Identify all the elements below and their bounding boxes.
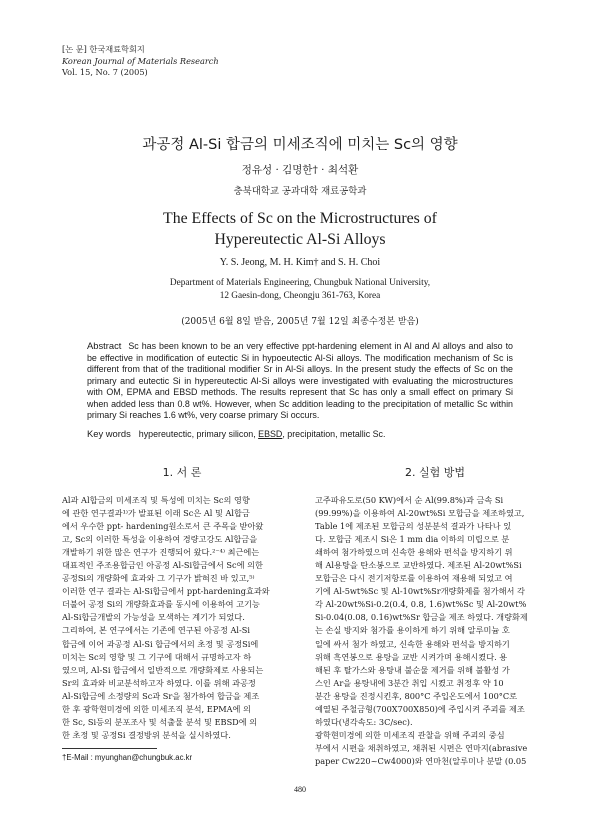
affiliation-english-line1: Department of Materials Engineering, Chungbuk National University, [169, 278, 431, 288]
abstract-text: Sc has been known to be an very effective ppt-hardening element in Al and Al alloys and also to be effective in modification of eutectic Si in hypoeutectic Al-Si alloys. The modification mechanism of Sc is different from that of the traditional modifier Sr in Al-Si alloys. In the present study the effects of Sc on the primary and eutectic Si in hypereutectic Al-Si alloys were investigated with evaluating the microstructures with OM, EPMA and EBSD methods. The results represent that Sc has only a small effect on primary Si when added less than 0.8 wt%. However, when Sc addition leading to the precipitation of metallic Sc within primary Si reaches 1.6 wt%, very coarse primary Si occurs. [87, 341, 513, 420]
body-text-line: 였으며, Al-Si 합금에서 일반적으로 개량화제로 사용되는 [62, 664, 264, 675]
keywords-label: Key words [87, 428, 131, 439]
body-text-line: 고주파유도로(50 KW)에서 순 Al(99.8%)과 금속 Si [315, 495, 504, 505]
affiliation-korean: 충북대학교 공과대학 재료공학과 [233, 186, 367, 197]
body-text-line: 한 Sc, Si등의 분포조사 및 석출물 분석 및 EBSD에 의 [62, 716, 258, 727]
footnote-divider [62, 748, 157, 749]
body-text-line: Si-0.04(0.08, 0.16)wt%Sr 합금을 제조 하였다. 개량화제 [315, 612, 528, 623]
page-number: 480 [294, 785, 306, 794]
section-heading-introduction: 1. 서 론 [162, 466, 202, 479]
body-text-line: 해된 후 탈가스와 용탕내 불순물 제거를 위해 불활성 가 [315, 664, 510, 675]
journal-name-en: Korean Journal of Materials Research [62, 55, 219, 66]
body-text-line: 고, Sc의 이러한 특성을 이용하여 경량고강도 Al합금을 [62, 534, 258, 545]
body-text-line: 개발하기 위한 많은 연구가 진행되어 왔다.²⁻⁴⁾ 최근에는 [62, 547, 260, 558]
body-text-line: 모합금은 다시 전기저항로를 이용하여 재용해 되었고 여 [315, 573, 513, 584]
body-text-line: 부에서 시편을 채취하였고, 채취된 시편은 연마지(abrasive [315, 742, 528, 753]
authors-english: Y. S. Jeong, M. H. Kim† and S. H. Choi [219, 257, 381, 268]
body-text-line: 하였다(냉각속도: 3C/sec). [315, 716, 413, 727]
body-text-line: 더불어 공정 Si의 개량화효과를 동시에 이용하여 고기능 [62, 599, 260, 610]
body-text-line: Al-Si합금개발의 가능성을 모색하는 계기가 되었다. [62, 612, 245, 623]
body-text-line: 예열된 주철금형(700X700X850)에 주입시켜 주괴를 제조 [315, 703, 525, 714]
body-text-line: 는 손실 방지와 첨가를 용이하게 하기 위해 알루미늄 호 [315, 625, 510, 636]
body-text-line: 스인 Ar을 용탕내에 3분간 취입 시켰고 취정후 약 10 [315, 677, 504, 688]
received-dates: (2005년 6월 8일 받음, 2005년 7월 12일 최종수정본 받음) [181, 317, 419, 327]
keywords-text-after: , precipitation, metallic Sc. [282, 429, 386, 439]
methods-column [315, 494, 555, 768]
body-text-line: paper Cw220~Cw4000)와 연마천(알루미나 분말 (0.05 [315, 755, 527, 766]
body-text-line: 공정Si의 개량화에 효과와 그 기구가 밝혀진 바 있고,⁵⁾ [62, 573, 255, 584]
authors-korean: 정유성 · 김명한† · 최석환 [241, 164, 359, 176]
abstract [87, 340, 513, 422]
body-text-line: Al-Si합금에 소정량의 Sc과 Sr을 첨가하여 합금을 제조 [62, 690, 260, 701]
body-text-line: 일에 싸서 첨가 하였고, 신속한 용해와 편석을 방지하기 [315, 638, 510, 649]
body-text-line: Sr의 효과와 비교분석하고자 하였다. 이를 위해 과공정 [62, 677, 256, 688]
body-text-line: 위해 흑연봉으로 용탕을 교반 시켜가며 용해시켰다. 용 [315, 651, 508, 662]
section-heading-methods: 2. 실험 방법 [405, 466, 465, 479]
body-text-line: 대표적인 주조용합금인 아공정 Al-Si합금에서 Sc에 의한 [62, 560, 263, 571]
body-text-line: Al과 Al합금의 미세조직 및 특성에 미치는 Sc의 영향 [62, 495, 250, 505]
footnote-email: †E-Mail : myunghan@chungbuk.ac.kr [62, 753, 193, 762]
body-text-line: 이러한 연구 결과는 Al-Si합금에서 ppt-hardening효과와 [62, 586, 270, 597]
journal-name-ko: [논 문] 한국재료학회지 [62, 44, 145, 54]
journal-volume: Vol. 15, No. 7 (2005) [62, 67, 148, 77]
body-text-line: 에 관한 연구결과¹⁾가 발표된 이래 Sc은 Al 및 Al합금 [62, 508, 250, 519]
keyword-ebsd: EBSD [258, 429, 283, 439]
body-text-line: 기에 Al-5wt%Sc 및 Al-10wt%Sr개량화제를 첨가해서 각 [315, 586, 525, 597]
title-korean: 과공정 Al-Si 합금의 미세조직에 미치는 Sc의 영향 [142, 137, 458, 153]
keywords-text-before: hypereutectic, primary silicon, [138, 429, 259, 439]
body-text-line: 다. 모합금 제조시 Si은 1 mm dia 이하의 미립으로 분 [315, 534, 510, 545]
keywords [87, 428, 513, 439]
introduction-column [62, 494, 302, 742]
body-text-line: 광학현미경에 의한 미세조직 관찰을 위해 주괴의 중심 [315, 729, 505, 740]
title-english-line2: Hypereutectic Al-Si Alloys [214, 231, 386, 248]
title-english-line1: The Effects of Sc on the Microstructures of [163, 210, 437, 227]
body-text-line: (99.99%)을 이용하여 Al-20wt%Si 모합금을 제조하였고, [315, 508, 525, 519]
body-text-line: 미치는 Sc의 영향 및 그 기구에 대해서 규명하고자 하 [62, 651, 252, 662]
journal-header [62, 44, 219, 79]
body-text-line: 에서 우수한 ppt- hardening원소로서 큰 주목을 받아왔 [62, 521, 264, 532]
body-text-line: 그리하여, 본 연구에서는 기존에 연구된 아공정 Al-Si [62, 625, 251, 636]
body-text-line: 분간 용탕을 진정시킨후, 800°C 주입온도에서 100°C로 [315, 690, 518, 701]
title-english [0, 208, 600, 250]
affiliation-english-line2: 12 Gaesin-dong, Cheongju 361-763, Korea [219, 291, 381, 301]
abstract-label: Abstract [87, 340, 122, 351]
body-text-line: 한 초정 및 공정Si 결정방위 분석을 실시하였다. [62, 729, 231, 740]
affiliation-english [0, 277, 600, 303]
body-text-line: 합금에 이어 과공정 Al-Si 합금에서의 초정 및 공정Si에 [62, 638, 259, 649]
body-text-line: 쇄하여 첨가하였으며 신속한 용해와 편석을 방지하기 위 [315, 547, 513, 558]
body-text-line: 해 Al용탕을 탄소봉으로 교반하였다. 제조된 Al-20wt%Si [315, 560, 522, 571]
body-text-line: Table 1에 제조된 모합금의 성분분석 결과가 나타나 있 [315, 521, 512, 532]
body-text-line: 한 후 광학현미경에 의한 미세조직 분석, EPMA에 의 [62, 703, 251, 714]
body-text-line: 각 Al-20wt%Si-0.2(0.4, 0.8, 1.6)wt%Sc 및 Al-20wt% [315, 599, 527, 610]
